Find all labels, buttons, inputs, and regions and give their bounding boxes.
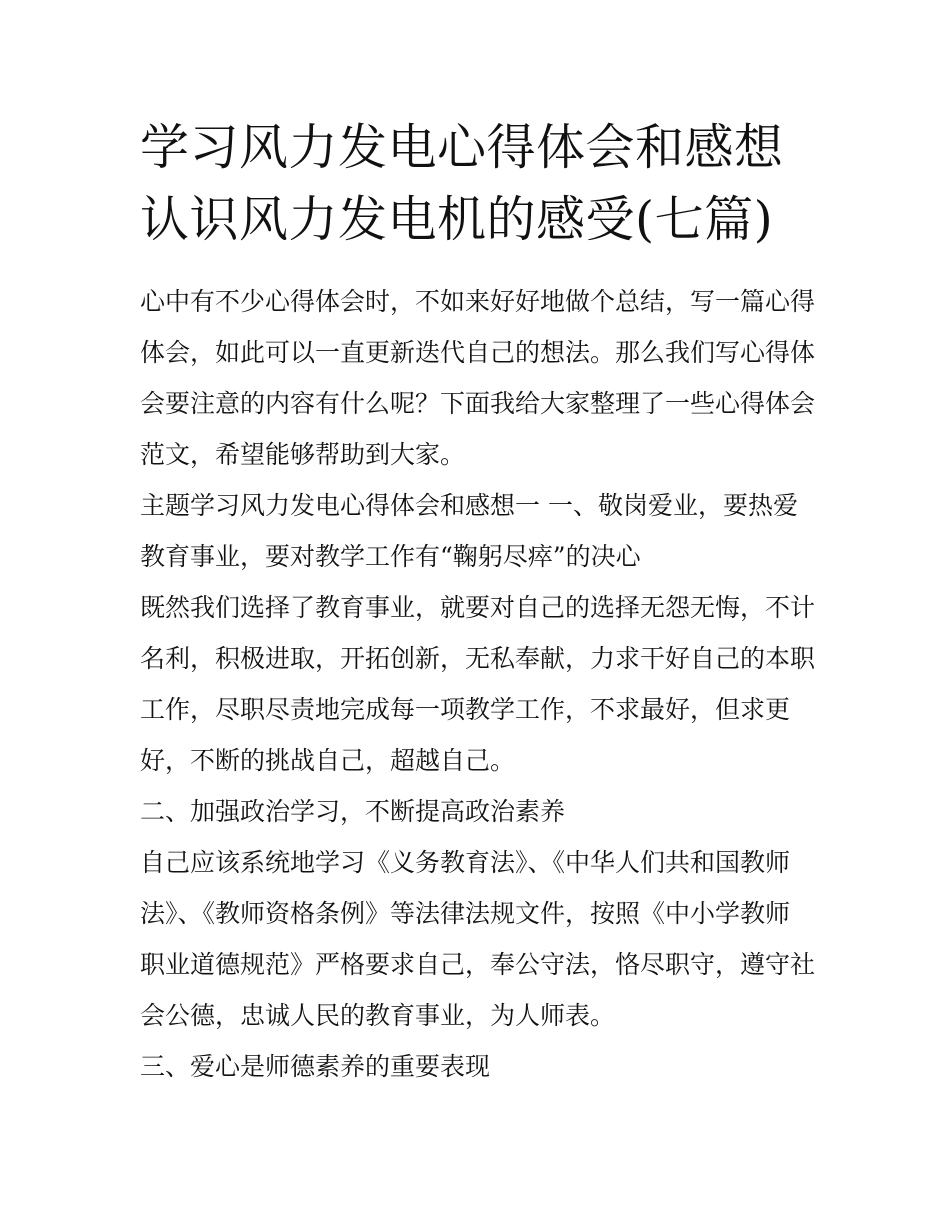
body-line: 好，不断的挑战自己，超越自己。 (140, 746, 516, 775)
body-line: 主题学习风力发电心得体会和感想一 一、敬岗爱业，要热爱 (140, 491, 798, 520)
document-body (140, 276, 820, 1092)
document-title (140, 112, 820, 256)
body-line: 会要注意的内容有什么呢？下面我给大家整理了一些心得体会 (140, 389, 816, 418)
body-line: 会公德，忠诚人民的教育事业，为人师表。 (140, 1001, 616, 1030)
body-line: 自己应该系统地学习《义务教育法》、《中华人们共和国教师 (140, 848, 791, 877)
body-line: 职业道德规范》严格要求自己，奉公守法，恪尽职守，遵守社 (140, 950, 816, 979)
title-line-2: 认识风力发电机的感受(七篇) (140, 191, 774, 248)
body-line: 体会，如此可以一直更新迭代自己的想法。那么我们写心得体 (140, 338, 816, 367)
section-heading: 二、加强政治学习，不断提高政治素养 (140, 797, 566, 826)
section-heading: 三、爱心是师德素养的重要表现 (140, 1052, 491, 1081)
body-line: 名利，积极进取，开拓创新，无私奉献，力求干好自己的本职 (140, 644, 816, 673)
body-line: 工作，尽职尽责地完成每一项教学工作，不求最好，但求更 (140, 695, 791, 724)
body-line: 范文，希望能够帮助到大家。 (140, 440, 466, 469)
body-line: 既然我们选择了教育事业，就要对自己的选择无怨无悔，不计 (140, 593, 816, 622)
body-line: 法》、《教师资格条例》等法律法规文件，按照《中小学教师 (140, 899, 791, 928)
title-line-1: 学习风力发电心得体会和感想 (140, 119, 784, 176)
body-line: 心中有不少心得体会时，不如来好好地做个总结，写一篇心得 (140, 287, 816, 316)
body-line: 教育事业，要对教学工作有“鞠躬尽瘁”的决心 (140, 542, 641, 571)
